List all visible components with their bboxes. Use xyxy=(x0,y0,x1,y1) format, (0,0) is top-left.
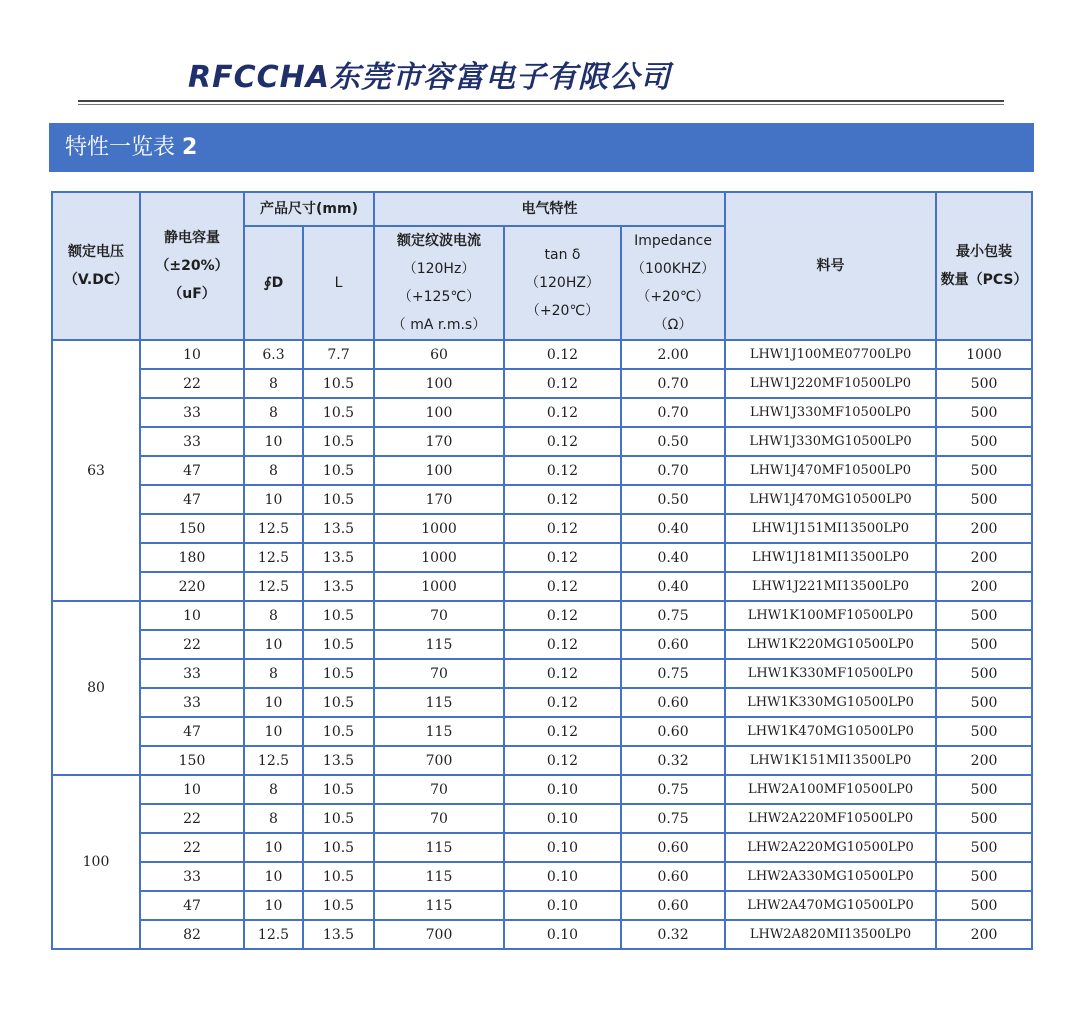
impedance-cell: 0.75 xyxy=(621,804,725,833)
diameter-cell: 8 xyxy=(244,804,303,833)
moq-cell: 500 xyxy=(936,833,1032,862)
table-row xyxy=(52,543,1032,572)
part-number-cell: LHW1J220MF10500LP0 xyxy=(725,369,936,398)
part-number-cell: LHW1K470MG10500LP0 xyxy=(725,717,936,746)
table-row xyxy=(52,514,1032,543)
capacitance-cell: 150 xyxy=(140,746,244,775)
impedance-cell: 0.70 xyxy=(621,456,725,485)
table-row xyxy=(52,862,1032,891)
tan-delta-cell: 0.12 xyxy=(504,688,621,717)
ripple-cell: 115 xyxy=(374,630,504,659)
part-number-cell: LHW1K220MG10500LP0 xyxy=(725,630,936,659)
header-ripple: 额定纹波电流 （120Hz） （+125℃） （ mA r.m.s） xyxy=(374,226,504,340)
table-row xyxy=(52,630,1032,659)
impedance-cell: 0.40 xyxy=(621,543,725,572)
table-row xyxy=(52,804,1032,833)
spec-table xyxy=(51,191,1033,950)
table-row xyxy=(52,485,1032,514)
table-row xyxy=(52,659,1032,688)
table-row xyxy=(52,717,1032,746)
part-number-cell: LHW1J330MF10500LP0 xyxy=(725,398,936,427)
header-electrical-group: 电气特性 xyxy=(374,192,725,226)
header-capacitance: 静电容量 （±20%） （uF） xyxy=(140,192,244,340)
section-number: 2 xyxy=(182,135,198,160)
capacitance-cell: 82 xyxy=(140,920,244,949)
length-cell: 7.7 xyxy=(303,340,374,369)
ripple-cell: 115 xyxy=(374,891,504,920)
impedance-cell: 0.60 xyxy=(621,833,725,862)
length-cell: 10.5 xyxy=(303,804,374,833)
moq-cell: 500 xyxy=(936,804,1032,833)
ripple-cell: 700 xyxy=(374,920,504,949)
table-row xyxy=(52,398,1032,427)
diameter-cell: 8 xyxy=(244,601,303,630)
length-cell: 10.5 xyxy=(303,485,374,514)
diameter-cell: 10 xyxy=(244,485,303,514)
header-impedance: Impedance （100KHZ） （+20℃） （Ω） xyxy=(621,226,725,340)
voltage-cell: 63 xyxy=(52,340,140,601)
table-row xyxy=(52,456,1032,485)
ripple-cell: 60 xyxy=(374,340,504,369)
length-cell: 10.5 xyxy=(303,891,374,920)
voltage-cell: 80 xyxy=(52,601,140,775)
ripple-cell: 70 xyxy=(374,775,504,804)
length-cell: 10.5 xyxy=(303,398,374,427)
part-number-cell: LHW1J100ME07700LP0 xyxy=(725,340,936,369)
length-cell: 10.5 xyxy=(303,369,374,398)
tan-delta-cell: 0.12 xyxy=(504,601,621,630)
diameter-cell: 10 xyxy=(244,688,303,717)
capacitance-cell: 33 xyxy=(140,862,244,891)
capacitance-cell: 150 xyxy=(140,514,244,543)
impedance-cell: 0.32 xyxy=(621,920,725,949)
length-cell: 10.5 xyxy=(303,717,374,746)
diameter-cell: 12.5 xyxy=(244,543,303,572)
capacitance-cell: 22 xyxy=(140,630,244,659)
capacitance-cell: 180 xyxy=(140,543,244,572)
length-cell: 10.5 xyxy=(303,456,374,485)
tan-delta-cell: 0.12 xyxy=(504,340,621,369)
diameter-cell: 10 xyxy=(244,427,303,456)
length-cell: 13.5 xyxy=(303,920,374,949)
header-part-no: 料号 xyxy=(725,192,936,340)
diameter-cell: 10 xyxy=(244,717,303,746)
header-length: L xyxy=(303,226,374,340)
part-number-cell: LHW2A220MF10500LP0 xyxy=(725,804,936,833)
table-row xyxy=(52,601,1032,630)
part-number-cell: LHW2A330MG10500LP0 xyxy=(725,862,936,891)
tan-delta-cell: 0.12 xyxy=(504,572,621,601)
length-cell: 10.5 xyxy=(303,688,374,717)
ripple-cell: 1000 xyxy=(374,514,504,543)
section-title: 特性一览表 xyxy=(65,135,176,160)
tan-delta-cell: 0.12 xyxy=(504,398,621,427)
ripple-cell: 1000 xyxy=(374,543,504,572)
header-diameter: ∮D xyxy=(244,226,303,340)
diameter-cell: 12.5 xyxy=(244,572,303,601)
ripple-cell: 1000 xyxy=(374,572,504,601)
tan-delta-cell: 0.10 xyxy=(504,891,621,920)
ripple-cell: 100 xyxy=(374,456,504,485)
part-number-cell: LHW1K330MG10500LP0 xyxy=(725,688,936,717)
moq-cell: 1000 xyxy=(936,340,1032,369)
diameter-cell: 12.5 xyxy=(244,920,303,949)
ripple-cell: 70 xyxy=(374,601,504,630)
moq-cell: 500 xyxy=(936,659,1032,688)
impedance-cell: 0.32 xyxy=(621,746,725,775)
part-number-cell: LHW1J181MI13500LP0 xyxy=(725,543,936,572)
moq-cell: 500 xyxy=(936,630,1032,659)
part-number-cell: LHW1J151MI13500LP0 xyxy=(725,514,936,543)
part-number-cell: LHW2A820MI13500LP0 xyxy=(725,920,936,949)
ripple-cell: 100 xyxy=(374,369,504,398)
table-row xyxy=(52,920,1032,949)
part-number-cell: LHW1K100MF10500LP0 xyxy=(725,601,936,630)
tan-delta-cell: 0.12 xyxy=(504,485,621,514)
moq-cell: 500 xyxy=(936,688,1032,717)
capacitance-cell: 10 xyxy=(140,340,244,369)
part-number-cell: LHW2A470MG10500LP0 xyxy=(725,891,936,920)
header-size-group: 产品尺寸(mm) xyxy=(244,192,374,226)
table-row xyxy=(52,688,1032,717)
section-banner xyxy=(49,123,1034,172)
diameter-cell: 8 xyxy=(244,398,303,427)
impedance-cell: 0.60 xyxy=(621,688,725,717)
moq-cell: 500 xyxy=(936,717,1032,746)
tan-delta-cell: 0.10 xyxy=(504,833,621,862)
impedance-cell: 0.70 xyxy=(621,369,725,398)
length-cell: 10.5 xyxy=(303,775,374,804)
moq-cell: 500 xyxy=(936,775,1032,804)
capacitance-cell: 33 xyxy=(140,398,244,427)
ripple-cell: 70 xyxy=(374,659,504,688)
table-row xyxy=(52,572,1032,601)
tan-delta-cell: 0.12 xyxy=(504,630,621,659)
length-cell: 10.5 xyxy=(303,427,374,456)
part-number-cell: LHW2A100MF10500LP0 xyxy=(725,775,936,804)
tan-delta-cell: 0.12 xyxy=(504,427,621,456)
table-row xyxy=(52,891,1032,920)
company-name: RFCCHA东莞市容富电子有限公司 xyxy=(188,60,671,95)
length-cell: 10.5 xyxy=(303,833,374,862)
moq-cell: 500 xyxy=(936,485,1032,514)
capacitance-cell: 47 xyxy=(140,456,244,485)
tan-delta-cell: 0.10 xyxy=(504,862,621,891)
tan-delta-cell: 0.12 xyxy=(504,514,621,543)
table-row xyxy=(52,369,1032,398)
header-moq: 最小包装 数量（PCS） xyxy=(936,192,1032,340)
tan-delta-cell: 0.12 xyxy=(504,746,621,775)
part-number-cell: LHW1K330MF10500LP0 xyxy=(725,659,936,688)
diameter-cell: 12.5 xyxy=(244,746,303,775)
diameter-cell: 8 xyxy=(244,659,303,688)
capacitance-cell: 33 xyxy=(140,659,244,688)
impedance-cell: 0.40 xyxy=(621,572,725,601)
ripple-cell: 100 xyxy=(374,398,504,427)
header-tan-delta: tan δ （120HZ） （+20℃） xyxy=(504,226,621,340)
length-cell: 13.5 xyxy=(303,514,374,543)
diameter-cell: 10 xyxy=(244,891,303,920)
impedance-cell: 2.00 xyxy=(621,340,725,369)
part-number-cell: LHW1K151MI13500LP0 xyxy=(725,746,936,775)
impedance-cell: 0.75 xyxy=(621,601,725,630)
moq-cell: 500 xyxy=(936,601,1032,630)
impedance-cell: 0.75 xyxy=(621,775,725,804)
moq-cell: 500 xyxy=(936,369,1032,398)
capacitance-cell: 33 xyxy=(140,427,244,456)
diameter-cell: 10 xyxy=(244,630,303,659)
table-row xyxy=(52,775,1032,804)
ripple-cell: 70 xyxy=(374,804,504,833)
part-number-cell: LHW1J221MI13500LP0 xyxy=(725,572,936,601)
table-header xyxy=(52,192,1032,340)
part-number-cell: LHW1J470MF10500LP0 xyxy=(725,456,936,485)
moq-cell: 200 xyxy=(936,543,1032,572)
table-row xyxy=(52,340,1032,369)
table-row xyxy=(52,746,1032,775)
capacitance-cell: 10 xyxy=(140,601,244,630)
impedance-cell: 0.70 xyxy=(621,398,725,427)
diameter-cell: 8 xyxy=(244,369,303,398)
table-row xyxy=(52,833,1032,862)
ripple-cell: 115 xyxy=(374,833,504,862)
impedance-cell: 0.75 xyxy=(621,659,725,688)
moq-cell: 500 xyxy=(936,456,1032,485)
length-cell: 13.5 xyxy=(303,746,374,775)
ripple-cell: 170 xyxy=(374,427,504,456)
length-cell: 10.5 xyxy=(303,862,374,891)
part-number-cell: LHW1J470MG10500LP0 xyxy=(725,485,936,514)
capacitance-cell: 220 xyxy=(140,572,244,601)
moq-cell: 500 xyxy=(936,427,1032,456)
length-cell: 10.5 xyxy=(303,630,374,659)
length-cell: 13.5 xyxy=(303,572,374,601)
moq-cell: 200 xyxy=(936,920,1032,949)
ripple-cell: 115 xyxy=(374,717,504,746)
ripple-cell: 170 xyxy=(374,485,504,514)
ripple-cell: 700 xyxy=(374,746,504,775)
tan-delta-cell: 0.10 xyxy=(504,775,621,804)
moq-cell: 500 xyxy=(936,398,1032,427)
impedance-cell: 0.50 xyxy=(621,427,725,456)
ripple-cell: 115 xyxy=(374,862,504,891)
tan-delta-cell: 0.12 xyxy=(504,659,621,688)
impedance-cell: 0.40 xyxy=(621,514,725,543)
diameter-cell: 8 xyxy=(244,456,303,485)
moq-cell: 200 xyxy=(936,514,1032,543)
tan-delta-cell: 0.10 xyxy=(504,804,621,833)
part-number-cell: LHW2A220MG10500LP0 xyxy=(725,833,936,862)
moq-cell: 500 xyxy=(936,891,1032,920)
table-body xyxy=(52,340,1032,949)
diameter-cell: 10 xyxy=(244,833,303,862)
impedance-cell: 0.50 xyxy=(621,485,725,514)
header-rated-voltage: 额定电压 （V.DC） xyxy=(52,192,140,340)
capacitance-cell: 47 xyxy=(140,485,244,514)
moq-cell: 200 xyxy=(936,572,1032,601)
moq-cell: 200 xyxy=(936,746,1032,775)
table-row xyxy=(52,427,1032,456)
length-cell: 13.5 xyxy=(303,543,374,572)
capacitance-cell: 10 xyxy=(140,775,244,804)
tan-delta-cell: 0.12 xyxy=(504,717,621,746)
tan-delta-cell: 0.12 xyxy=(504,543,621,572)
capacitance-cell: 22 xyxy=(140,833,244,862)
ripple-cell: 115 xyxy=(374,688,504,717)
diameter-cell: 8 xyxy=(244,775,303,804)
capacitance-cell: 47 xyxy=(140,891,244,920)
header-rule xyxy=(78,100,1004,102)
diameter-cell: 10 xyxy=(244,862,303,891)
capacitance-cell: 22 xyxy=(140,804,244,833)
impedance-cell: 0.60 xyxy=(621,862,725,891)
impedance-cell: 0.60 xyxy=(621,630,725,659)
impedance-cell: 0.60 xyxy=(621,891,725,920)
tan-delta-cell: 0.12 xyxy=(504,369,621,398)
length-cell: 10.5 xyxy=(303,601,374,630)
capacitance-cell: 47 xyxy=(140,717,244,746)
part-number-cell: LHW1J330MG10500LP0 xyxy=(725,427,936,456)
moq-cell: 500 xyxy=(936,862,1032,891)
diameter-cell: 6.3 xyxy=(244,340,303,369)
voltage-cell: 100 xyxy=(52,775,140,949)
impedance-cell: 0.60 xyxy=(621,717,725,746)
tan-delta-cell: 0.10 xyxy=(504,920,621,949)
header-rule-thin xyxy=(78,104,1004,105)
capacitance-cell: 33 xyxy=(140,688,244,717)
tan-delta-cell: 0.12 xyxy=(504,456,621,485)
capacitance-cell: 22 xyxy=(140,369,244,398)
length-cell: 10.5 xyxy=(303,659,374,688)
diameter-cell: 12.5 xyxy=(244,514,303,543)
